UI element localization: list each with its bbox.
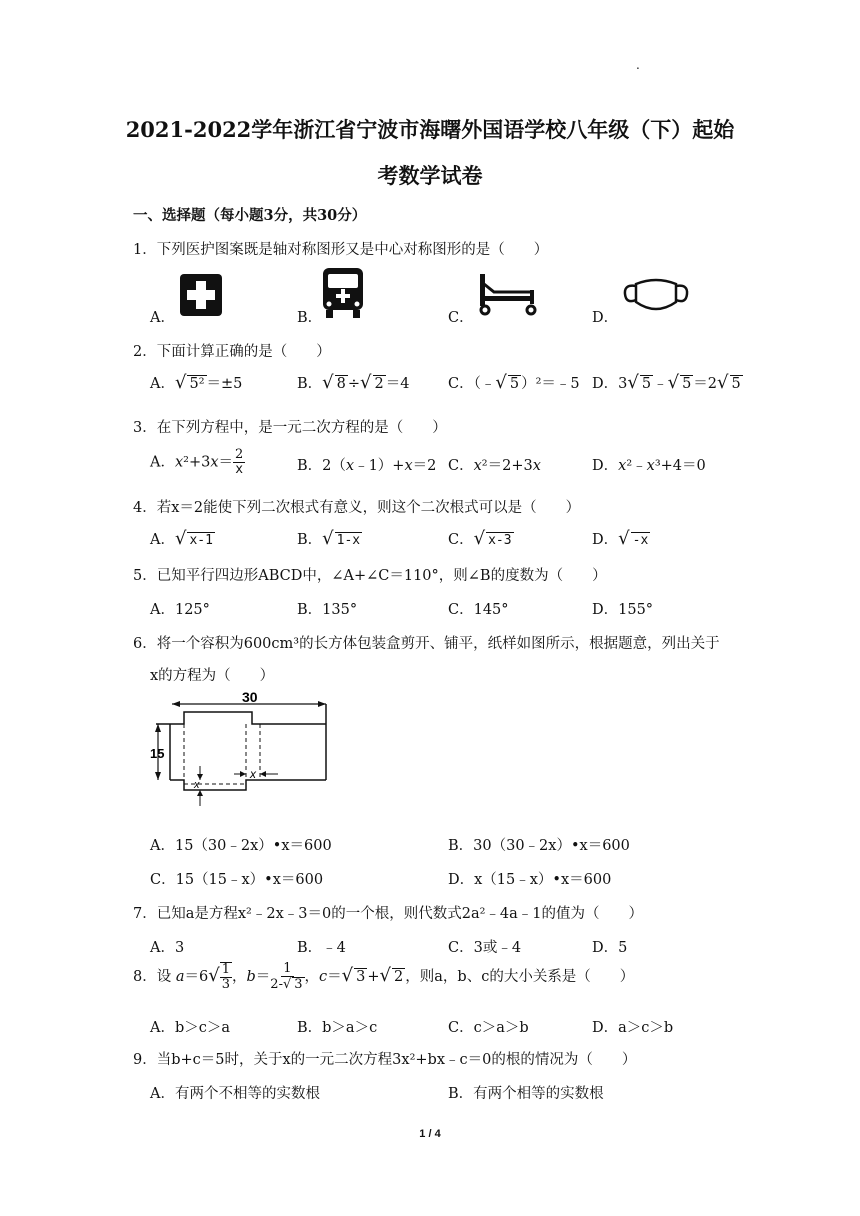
- q1-option-b-label: B．: [297, 310, 323, 326]
- q3-option-a: A．x²+3x＝ $\frac{2}{x}$: [150, 447, 244, 477]
- question-4-stem: 4．若x＝2能使下列二次根式有意义，则这个二次根式可以是（ ）: [133, 500, 581, 516]
- q4-option-a: A．√ x-1: [150, 528, 213, 549]
- q6-option-c: C．15（15﹣x）•x＝600: [150, 872, 324, 888]
- q7-option-d: D．5: [592, 940, 628, 956]
- q1-option-a-label: A．: [150, 310, 175, 326]
- box-net-figure: [150, 690, 332, 824]
- q1-option-c-label: C．: [448, 310, 474, 326]
- q2-option-a: A．√ 5² ＝±5: [150, 372, 243, 393]
- page-number: 1 / 4: [419, 1128, 441, 1140]
- q8-option-c: C．c＞a＞b: [448, 1020, 529, 1036]
- face-mask-icon: [620, 274, 692, 318]
- question-1-stem: 1．下列医护图案既是轴对称图形又是中心对称图形的是（ ）: [133, 242, 549, 258]
- fig-label-left: 15: [150, 746, 165, 761]
- question-5-stem: 5．已知平行四边形ABCD中，∠A+∠C＝110°，则∠B的度数为（ ）: [133, 568, 607, 584]
- q3-option-c: C．x²＝2+3x: [448, 458, 541, 474]
- ambulance-bus-icon: [320, 266, 366, 320]
- q4-option-d: D．√ -x: [592, 528, 649, 549]
- q2-option-d: D．3√ 5 ﹣√ 5 ＝2√ 5: [592, 372, 741, 393]
- q6-option-a: A．15（30﹣2x）•x＝600: [150, 838, 332, 854]
- q4-option-c: C．√ x-3: [448, 528, 512, 549]
- q5-option-b: B．135°: [297, 602, 358, 618]
- question-2-stem: 2．下面计算正确的是（ ）: [133, 344, 331, 360]
- page-title-line1: 2021-2022学年浙江省宁波市海曙外国语学校八年级（下）起始: [125, 117, 735, 142]
- fig-label-x-right: x: [250, 767, 256, 781]
- q7-option-b: B．﹣4: [297, 940, 346, 956]
- fig-label-top: 30: [242, 690, 258, 705]
- q2-option-c: C．（﹣√ 5 ）²＝﹣5: [448, 372, 580, 393]
- q3-option-d: D．x²﹣x³+4＝0: [592, 458, 706, 474]
- question-8-stem: 8．设 a＝6√ $\frac{1}{3}$ ，b＝ $\frac{1}{2-√ 3}$ ，c＝√ 3 +√ 2 ，则a，b、c的大小关系是（ ）: [133, 961, 635, 992]
- q3-option-b: B．2（x﹣1）+x＝2: [297, 458, 437, 474]
- q8-option-b: B．b＞a＞c: [297, 1020, 378, 1036]
- first-aid-cross-icon: [178, 272, 224, 318]
- q6-option-d: D．x（15﹣x）•x＝600: [448, 872, 612, 888]
- fig-label-x-bottom: x: [194, 779, 200, 791]
- q5-option-a: A．125°: [150, 602, 210, 618]
- q5-option-d: D．155°: [592, 602, 654, 618]
- corner-dot: .: [636, 58, 640, 72]
- question-9-stem: 9．当b+c＝5时，关于x的一元二次方程3x²+bx﹣c＝0的根的情况为（ ）: [133, 1052, 637, 1068]
- q4-option-b: B．√ 1-x: [297, 528, 361, 549]
- q8-option-d: D．a＞c＞b: [592, 1020, 674, 1036]
- question-3-stem: 3．在下列方程中，是一元二次方程的是（ ）: [133, 420, 447, 436]
- q6-option-b: B．30（30﹣2x）•x＝600: [448, 838, 630, 854]
- q9-option-b: B．有两个相等的实数根: [448, 1086, 604, 1102]
- q2-option-b: B．√ 8 ÷√ 2 ＝4: [297, 372, 410, 393]
- q7-option-a: A．3: [150, 940, 185, 956]
- hospital-bed-icon: [474, 270, 540, 318]
- question-6-stem-line1: 6．将一个容积为600cm³的长方体包装盒剪开、铺平，纸样如图所示，根据题意，列出关于: [133, 636, 720, 652]
- section-heading: 一、选择题（每小题3分，共30分）: [133, 207, 367, 224]
- q7-option-c: C．3或﹣4: [448, 940, 522, 956]
- question-6-stem-line2: x的方程为（ ）: [150, 668, 275, 684]
- q1-option-d-label: D．: [592, 310, 619, 326]
- q5-option-c: C．145°: [448, 602, 509, 618]
- page-title-line2: 考数学试卷: [377, 163, 483, 188]
- q8-option-a: A．b＞c＞a: [150, 1020, 231, 1036]
- q9-option-a: A．有两个不相等的实数根: [150, 1086, 320, 1102]
- question-7-stem: 7．已知a是方程x²﹣2x﹣3＝0的一个根，则代数式2a²﹣4a﹣1的值为（ ）: [133, 906, 643, 922]
- question-8-stem-tail: ，则a，b、c的大小关系是（ ）: [405, 969, 635, 985]
